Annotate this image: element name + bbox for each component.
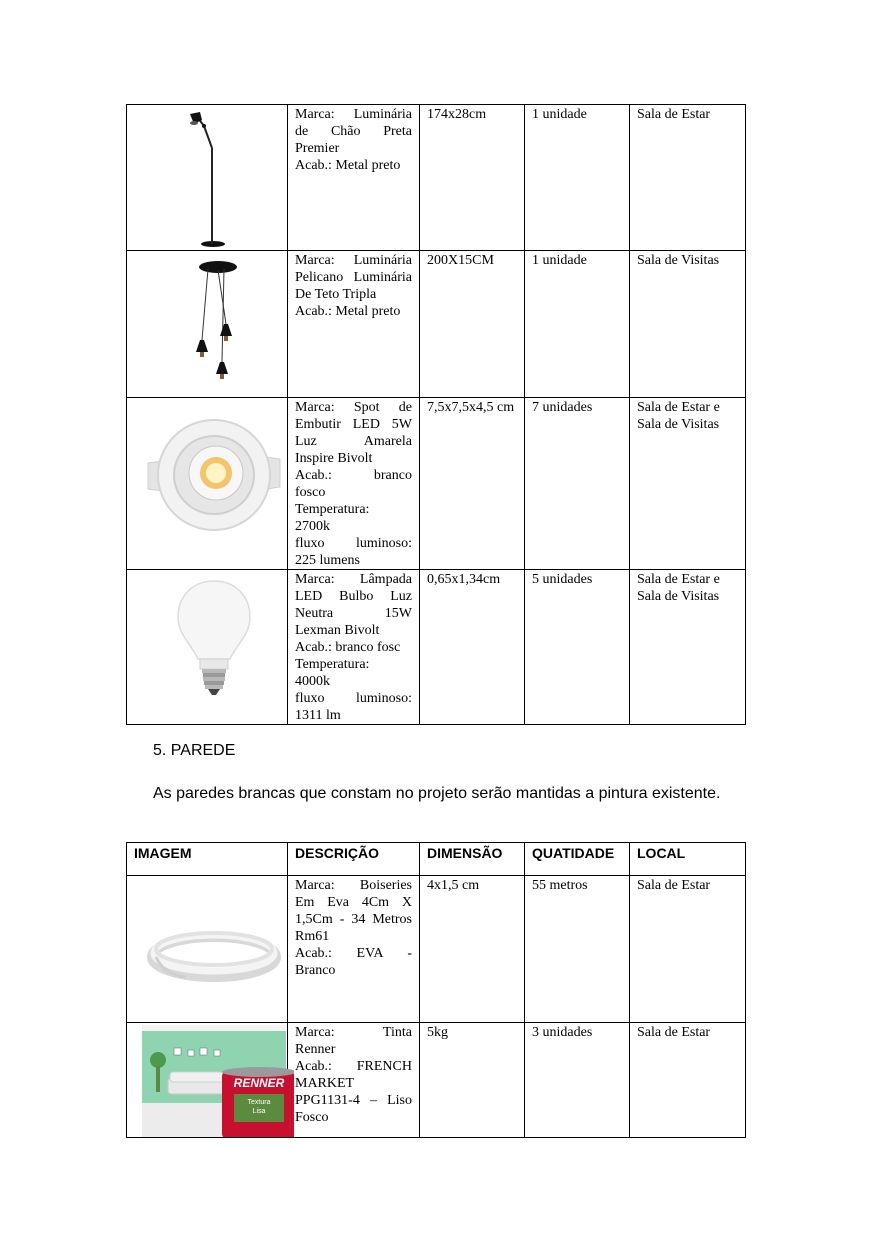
image-cell [127, 1023, 288, 1138]
table-row [127, 251, 746, 398]
description-line: 225 lumens [295, 553, 360, 568]
location-cell: Sala de Estar e Sala de Visitas [630, 570, 746, 725]
floor-lamp-image [134, 106, 294, 250]
description-line: Marca: Boiseries [295, 878, 412, 893]
description-line: Rm61 [295, 929, 330, 944]
description-line: Em Eva 4Cm X [295, 895, 412, 910]
description-cell [288, 105, 420, 251]
brand-label: RENNER [233, 1076, 285, 1090]
description-line: fluxo luminoso: [295, 691, 412, 706]
description-line: de Chão Preta [295, 124, 412, 139]
header-dimension: DIMENSÃO [420, 843, 525, 876]
description-line: Neutra 15W [295, 606, 412, 621]
description-line: De Teto Tripla [295, 287, 377, 302]
boiserie-roll-image [134, 877, 294, 1022]
description-line: Marca: Tinta [295, 1025, 412, 1040]
description-line: Pelicano Luminária [295, 270, 412, 285]
description-line: Marca: Luminária [295, 253, 412, 268]
description-line: Acab.: Metal preto [295, 304, 401, 319]
quantity-cell: 55 metros [525, 876, 630, 1023]
table-row [127, 570, 746, 725]
header-quantity: QUATIDADE [525, 843, 630, 876]
description-cell [288, 398, 420, 570]
location-cell: Sala de Estar [630, 105, 746, 251]
table-row [127, 1023, 746, 1138]
description-line: Inspire Bivolt [295, 451, 373, 466]
description-line: fluxo luminoso: [295, 536, 412, 551]
section-heading: 5. PAREDE [153, 742, 236, 759]
pendant-lamp-image [134, 252, 294, 397]
image-cell [127, 251, 288, 398]
description-line: Marca: Luminária [295, 107, 412, 122]
description-line: Fosco [295, 1110, 329, 1125]
dimension-cell: 0,65x1,34cm [420, 570, 525, 725]
can-label-line: Textura [247, 1099, 271, 1106]
table-header-row [127, 843, 746, 876]
dimension-cell: 5kg [420, 1023, 525, 1138]
description-line: 2700k [295, 519, 330, 534]
description-line: Embutir LED 5W [295, 417, 412, 432]
description-line: Lexman Bivolt [295, 623, 380, 638]
description-cell [288, 570, 420, 725]
description-line: fosco [295, 485, 326, 500]
description-line: Luz Amarela [295, 434, 412, 449]
description-line: Renner [295, 1042, 336, 1057]
lighting-table [126, 104, 746, 725]
description-line: Temperatura: [295, 657, 370, 672]
description-line: 1311 lm [295, 708, 341, 723]
dimension-cell: 174x28cm [420, 105, 525, 251]
can-label-line: Lisa [252, 1108, 266, 1115]
description-cell [288, 1023, 420, 1138]
header-description: DESCRIÇÃO [288, 843, 420, 876]
description-line: 1,5Cm - 34 Metros [295, 912, 412, 927]
image-cell [127, 570, 288, 725]
description-line: Acab.: Metal preto [295, 158, 401, 173]
description-line: Marca: Spot de [295, 400, 412, 415]
quantity-cell: 5 unidades [525, 570, 630, 725]
description-cell [288, 251, 420, 398]
description-line: Temperatura: [295, 502, 370, 517]
image-cell [127, 876, 288, 1023]
paint-can-room-image [134, 1024, 294, 1137]
dimension-cell: 7,5x7,5x4,5 cm [420, 398, 525, 570]
description-line: Branco [295, 963, 336, 978]
description-line: PPG1131-4 – Liso [295, 1093, 412, 1108]
dimension-cell: 200X15CM [420, 251, 525, 398]
location-cell: Sala de Estar e Sala de Visitas [630, 398, 746, 570]
location-cell: Sala de Estar [630, 1023, 746, 1138]
description-line: Acab.: branco [295, 468, 412, 483]
header-image: IMAGEM [127, 843, 288, 876]
description-cell [288, 876, 420, 1023]
description-line: Marca: Lâmpada [295, 572, 412, 587]
description-line: Acab.: FRENCH [295, 1059, 412, 1074]
quantity-cell: 7 unidades [525, 398, 630, 570]
image-cell [127, 398, 288, 570]
section-paragraph: As paredes brancas que constam no projeto serão mantidas a pintura existente. [153, 785, 721, 802]
header-location: LOCAL [630, 843, 746, 876]
led-bulb-image [134, 571, 294, 723]
dimension-cell: 4x1,5 cm [420, 876, 525, 1023]
table-row [127, 105, 746, 251]
description-line: Acab.: EVA - [295, 946, 412, 961]
description-line: LED Bulbo Luz [295, 589, 412, 604]
description-line: Premier [295, 141, 340, 156]
image-cell [127, 105, 288, 251]
description-line: MARKET [295, 1076, 355, 1091]
led-spot-image [134, 399, 294, 569]
location-cell: Sala de Estar [630, 876, 746, 1023]
quantity-cell: 1 unidade [525, 105, 630, 251]
wall-table [126, 842, 746, 1138]
description-line: Acab.: branco fosc [295, 640, 401, 655]
description-line: 4000k [295, 674, 330, 689]
table-row [127, 876, 746, 1023]
location-cell: Sala de Visitas [630, 251, 746, 398]
quantity-cell: 3 unidades [525, 1023, 630, 1138]
table-row [127, 398, 746, 570]
quantity-cell: 1 unidade [525, 251, 630, 398]
